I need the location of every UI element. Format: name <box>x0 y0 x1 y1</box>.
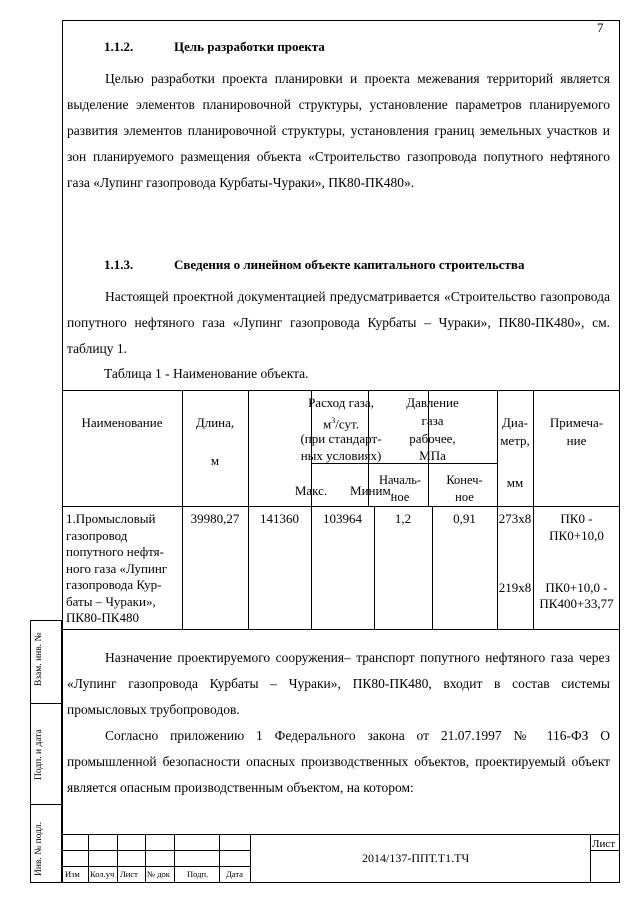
table-caption: Таблица 1 - Наименование объекта. <box>104 366 309 381</box>
header-note-1: Примеча- <box>549 415 604 430</box>
stamp-col-list: Лист <box>120 869 138 879</box>
purpose-text: Назначение проектируемого сооружения– транспорт попутного нефтяного газа через «Лупинг газопровода Курбаты – Чураки», ПК80-ПК480, входит в состав системы промысловых трубопроводов. <box>67 650 610 717</box>
stamp-col-data: Дата <box>226 869 243 879</box>
sheet-label: Лист <box>592 838 616 850</box>
header-diameter-3: мм <box>506 475 524 490</box>
margin-label-inv: Инв. № подл. <box>34 821 44 876</box>
header-flow-max: Макс. <box>294 483 328 498</box>
header-diameter-2: метр, <box>500 433 530 448</box>
header-flow-4: ных условиях) <box>300 448 382 463</box>
section-heading-1-1-3 <box>104 257 524 273</box>
header-length-2: м <box>210 453 220 468</box>
header-pressure-1: Давление <box>406 395 459 410</box>
row-note-2b: ПК400+33,77 <box>539 596 614 611</box>
header-pressure-4: МПа <box>419 448 446 463</box>
header-name: Наименование <box>81 415 163 430</box>
section-title: Цель разработки проекта <box>174 39 325 54</box>
row-flow-min: 103964 <box>323 511 362 526</box>
header-note-2: ние <box>566 433 587 448</box>
section-number: 1.1.2. <box>104 39 134 54</box>
section-title: Сведения о линейном объекте капитального строительства <box>174 257 525 272</box>
row-name: 1.Промысловый газопровод попутного нефтя- ного газа «Лупинг газопровода Кур- баты – Чураки», ПК80-ПК480 <box>66 511 168 625</box>
section-1-1-2-text: Целью разработки проекта планировки и проекта межевания территорий является выделение элементов планировочной структуры, установление параметров планируемого развития элементов планировочной структуры, установления границ земельных участков и зон планируемого размещения объекта «Строительство газопровода попутного нефтяного газа «Лупинг газопровода Курбаты-Чураки», ПК80-ПК480». <box>67 71 610 190</box>
stamp-col-kol: Кол.уч <box>90 869 115 879</box>
margin-label-vzam: Взам. инв. № <box>34 632 44 686</box>
section-1-1-3-text: Настоящей проектной документацией предусматривается «Строительство газопровода попутного нефтяного газа «Лупинг газопровода Курбаты – Чураки», ПК80-ПК480», см. таблицу 1. <box>67 289 610 356</box>
row-pressure-start: 1,2 <box>394 511 412 526</box>
section-heading-1-1-2 <box>104 39 325 55</box>
header-pressure-2: газа <box>421 413 444 428</box>
header-flow-1: Расход газа, <box>308 395 374 410</box>
row-diameter-2: 219х8 <box>498 580 532 595</box>
header-flow-2: $м^3$/сут. <box>323 416 359 432</box>
row-note-1b: ПК0+10,0 <box>549 528 604 543</box>
header-pressure-start-1: Началь- <box>378 473 422 487</box>
row-note-2a: ПК0+10,0 - <box>545 580 608 595</box>
row-length: 39980,27 <box>190 511 240 526</box>
page-number: 7 <box>597 20 604 35</box>
header-flow-min: Миним. <box>350 483 394 498</box>
section-number: 1.1.3. <box>104 257 134 272</box>
title-block <box>62 834 620 883</box>
header-diameter-1: Диа- <box>502 415 528 430</box>
header-pressure-end-1: Конеч- <box>446 473 483 487</box>
stamp-col-izm: Изм <box>65 869 80 879</box>
header-flow-3: (при стандарт- <box>300 431 382 446</box>
stamp-col-dok: № док <box>147 869 170 879</box>
header-length-1: Длина, <box>195 415 235 430</box>
row-diameter-1: 273х8 <box>498 511 532 526</box>
stamp-col-podp: Подп. <box>187 869 209 879</box>
margin-label-podp: Подп. и дата <box>34 729 44 780</box>
row-note-1a: ПК0 - <box>560 511 593 526</box>
header-pressure-start-2: ное <box>390 490 410 504</box>
row-pressure-end: 0,91 <box>453 511 476 526</box>
header-pressure-end-2: ное <box>455 490 474 504</box>
row-flow-max: 141360 <box>260 511 299 526</box>
document-code: 2014/137-ППТ.Т1.ТЧ <box>362 851 470 865</box>
object-table <box>62 390 620 630</box>
header-pressure-3: рабочее, <box>409 431 456 446</box>
law-text: Согласно приложению 1 Федерального закона от 21.07.1997 № 116-ФЗ О промышленной безопасности опасных производственных объектов, проектируемый объект является опасным производственным объектом, на котором: <box>67 728 610 795</box>
